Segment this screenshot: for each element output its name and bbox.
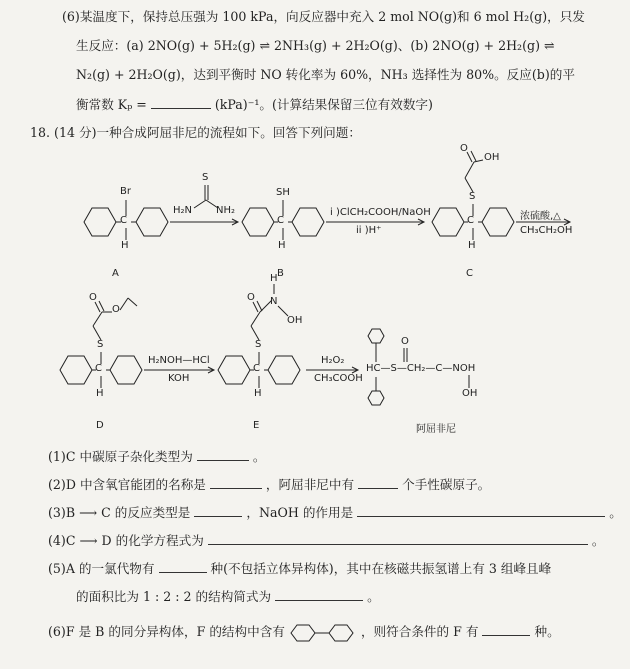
sub1-end: 。 [252, 449, 266, 464]
sub5-text-a: (5)A 的一氯代物有 [48, 561, 155, 576]
cond-bc-1: i )ClCH₂COOH/NaOH [330, 207, 431, 218]
atom-o-d-ester: O [112, 304, 120, 315]
label-product: 阿屈非尼 [416, 424, 456, 435]
sub1 [48, 447, 265, 466]
atom-o-e: O [247, 292, 255, 303]
sub1-blank [197, 447, 249, 461]
sub5-text-c: 的面积比为 1 : 2 : 2 的结构简式为 [76, 589, 272, 604]
sub2-blank-2 [358, 475, 398, 489]
atom-oh-e: OH [287, 315, 303, 326]
atom-s-d: S [97, 339, 104, 350]
sub5-text-b: 种(不包括立体异构体)，其中在核磁共振氢谱上有 3 组峰且峰 [210, 561, 552, 576]
atom-oh-c: OH [484, 152, 500, 163]
sub6-text-b: ，则符合条件的 F 有 [360, 624, 479, 639]
sub2-blank-1 [210, 475, 262, 489]
biphenyl-structure-icon [289, 623, 357, 643]
atom-c-b: C [277, 215, 284, 226]
atom-c-e: C [253, 363, 260, 374]
sub3-text-b: ，NaOH 的作用是 [246, 505, 354, 520]
atom-h-c: H [468, 240, 476, 251]
atom-sh-b: SH [276, 187, 290, 198]
q18-header: 18. (14 分)一种合成阿屈非尼的流程如下。回答下列问题： [30, 125, 361, 140]
sub3-blank-2 [357, 503, 605, 517]
atom-o-product: O [401, 336, 409, 347]
atom-oh-product: OH [462, 388, 478, 399]
atom-br-a: Br [120, 186, 131, 197]
thiourea-s: S [202, 172, 209, 183]
atom-h-a: H [121, 240, 129, 251]
atom-h-e: H [270, 273, 278, 284]
label-a: A [112, 268, 119, 279]
sub6-text-a: (6)F 是 B 的同分异构体，F 的结构中含有 [48, 624, 285, 639]
product-chain: HC—S—CH₂—C—NOH [366, 363, 476, 374]
atom-s-c: S [469, 191, 476, 202]
atom-o-d-carbonyl: O [89, 292, 97, 303]
sub1-text: (1)C 中碳原子杂化类型为 [48, 449, 193, 464]
sub2-text-a: (2)D 中含氧官能团的名称是 [48, 477, 206, 492]
sub3 [48, 503, 622, 522]
sub2 [48, 475, 490, 494]
sub4-text: (4)C ⟶ D 的化学方程式为 [48, 533, 204, 548]
sub6 [48, 622, 560, 643]
atom-s-e: S [255, 339, 262, 350]
thiourea-nh2: NH₂ [216, 205, 236, 216]
kp-unit-note: (kPa)⁻¹。(计算结果保留三位有效数字) [214, 97, 433, 112]
cond-de-1: H₂NOH—HCl [148, 355, 210, 366]
atom-h-d: H [96, 388, 104, 399]
kp-label: 衡常数 Kₚ = [76, 97, 147, 112]
sub3-blank-1 [194, 503, 242, 517]
sub4-end: 。 [591, 533, 605, 548]
sub2-text-c: 个手性碳原子。 [402, 477, 491, 492]
atom-o-c: O [460, 143, 468, 154]
label-b: B [277, 268, 284, 279]
sub5-line2 [76, 587, 380, 606]
sub3-end: 。 [609, 505, 622, 520]
sub2-text-b: ，阿屈非尼中有 [265, 477, 355, 492]
label-c: C [466, 268, 473, 279]
sub6-blank [482, 622, 530, 636]
atom-c-d: C [95, 363, 102, 374]
sub5-end: 。 [367, 589, 380, 604]
label-d: D [96, 420, 104, 431]
cond-bc-2: ii )H⁺ [356, 225, 382, 236]
atom-h-e2: H [254, 388, 262, 399]
q6-line1: (6)某温度下，保持总压强为 100 kPa，向反应器中充入 2 mol NO(g)和 6 mol H₂(g)，只发 [62, 9, 585, 24]
cond-de-2: KOH [168, 373, 190, 384]
sub5-blank-2 [275, 587, 363, 601]
sub5-blank-1 [159, 559, 207, 573]
label-e: E [253, 420, 260, 431]
q6-line2: 生反应：(a) 2NO(g) + 5H₂(g) ⇌ 2NH₃(g) + 2H₂O(g)、(b) 2NO(g) + 2H₂(g) ⇌ [76, 38, 555, 53]
thiourea-h2n: H₂N [173, 205, 193, 216]
sub5-line1 [48, 559, 551, 578]
atom-h-b: H [278, 240, 286, 251]
atom-n-e: N [270, 296, 278, 307]
sub3-text-a: (3)B ⟶ C 的反应类型是 [48, 505, 191, 520]
sub4-blank [208, 531, 588, 545]
cond-cd-2: CH₃CH₂OH [520, 225, 573, 236]
sub4 [48, 531, 604, 550]
atom-c-a: C [120, 215, 127, 226]
cond-e-prod-2: CH₃COOH [314, 373, 363, 384]
atom-c-c: C [467, 215, 474, 226]
sub6-end: 种。 [534, 624, 560, 639]
q6-line3: N₂(g) + 2H₂O(g)，达到平衡时 NO 转化率为 60%，NH₃ 选择性为 80%。反应(b)的平 [76, 67, 575, 82]
cond-e-prod-1: H₂O₂ [321, 355, 345, 366]
cond-cd-1: 浓硫酸,△ [520, 211, 561, 222]
